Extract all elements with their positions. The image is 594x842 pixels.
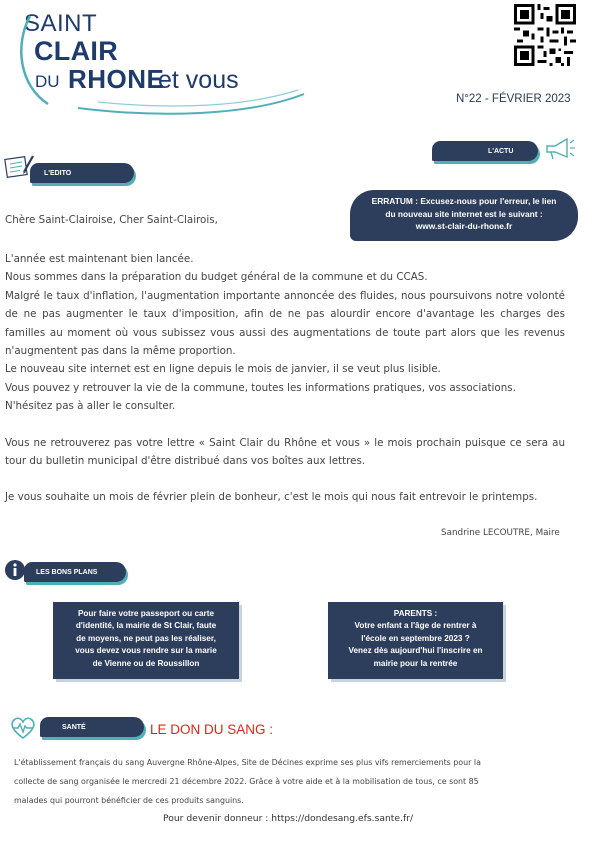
logo-du: DU	[35, 72, 60, 91]
erratum-link[interactable]: www.st-clair-du-rhone.fr	[415, 221, 513, 232]
edito-body	[5, 250, 565, 507]
card-line: Pour faire votre passeport ou carte	[77, 609, 215, 618]
edito-paragraph: Je vous souhaite un mois de février plein de bonheur, c'est le mois qui nous fait entrevoir le printemps.	[5, 491, 538, 504]
card-line: Venez dès aujourd'hui l'inscrire en	[348, 646, 483, 656]
erratum-line-1: ERRATUM : Excusez-nous pour l'erreur, le lien	[371, 196, 557, 206]
erratum-line-2: du nouveau site internet est le suivant :	[385, 208, 543, 219]
card-line: mairie pour la rentrée	[373, 658, 458, 668]
edito-paragraph: Malgré le taux d'inflation, l'augmentation importante annoncée des fluides, nous poursuivons notre volonté de ne pas augmenter le taux d'imposition, afin de ne pas alourdir encore d'avantage les charges des familles au moment où vous subissez vous aussi des augmentations de toute part alors que les revenus n'augmentent pas dans la même proportion.	[5, 289, 565, 358]
sante-title: LE DON DU SANG :	[150, 722, 274, 737]
logo-et-vous: et vous	[158, 66, 239, 94]
card-line: Votre enfant a l'âge de rentrer à	[354, 621, 477, 631]
tab-edito	[30, 163, 134, 183]
info-icon	[4, 559, 26, 581]
megaphone-icon	[543, 136, 577, 162]
edito-greeting: Chère Saint-Clairoise, Cher Saint-Clairois,	[5, 214, 218, 226]
erratum-box	[350, 190, 578, 241]
card-line: vous devez vous rendre sur la marie	[75, 646, 217, 656]
tab-sante	[40, 717, 144, 737]
donor-link[interactable]: Pour devenir donneur : https://dondesang.efs.sante.fr/	[163, 813, 414, 824]
logo-swoosh	[8, 6, 308, 116]
edito-signature: Sandrine LECOUTRE, Maire	[441, 528, 560, 538]
sante-line: malades qui pourront bénéficier de ces produits sanguins.	[14, 796, 244, 805]
logo-saint: SAINT	[24, 10, 98, 37]
edito-paragraph: Nous sommes dans la préparation du budget général de la commune et du CCAS.	[5, 271, 428, 284]
tab-actu-label: L'ACTU	[488, 147, 514, 155]
tab-actu	[432, 141, 538, 161]
sante-text	[14, 753, 584, 810]
edito-paragraph: L'année est maintenant bien lancée.	[5, 253, 194, 265]
card-line: de Vienne ou de Roussillon	[92, 658, 200, 668]
sante-line: collecte de sang organisée le mercredi 21 décembre 2022. Grâce à votre aide et à la mobilisation de tous, ce sont 85	[14, 777, 479, 786]
issue-number: N°22 - FÉVRIER 2023	[456, 93, 571, 105]
tab-edito-label: L'EDITO	[44, 169, 72, 177]
card-line: PARENTS :	[393, 609, 438, 618]
tab-bons-plans	[24, 562, 126, 582]
bon-plan-card-parents	[328, 602, 503, 679]
logo-clair: CLAIR	[34, 36, 118, 66]
card-line: d'identité, la mairie de St Clair, faute	[75, 621, 217, 631]
qr-code	[514, 4, 576, 66]
tab-bons-plans-label: LES BONS PLANS	[36, 568, 98, 576]
edito-paragraph: Vous pouvez y retrouver la vie de la commune, toutes les informations pratiques, vos associations.	[5, 381, 516, 394]
edito-paragraph: N'hésitez pas à aller le consulter.	[5, 400, 176, 413]
card-line: l'école en septembre 2023 ?	[361, 633, 470, 643]
card-line: de moyens, ne peut pas les réaliser,	[76, 633, 216, 643]
edito-paragraph: Vous ne retrouverez pas votre lettre « Saint Clair du Rhône et vous » le mois prochain puisque ce sera au tour du bulletin municipal d'être distribué dans vos boîtes aux lettres.	[5, 436, 565, 468]
logo-rhone: RHONE	[68, 64, 165, 94]
heartbeat-icon	[10, 716, 36, 740]
sante-line: L'établissement français du sang Auvergne Rhône-Alpes, Site de Décines exprime ses plus vifs remerciements pour la	[14, 758, 481, 767]
bon-plan-card-passeport	[53, 602, 239, 679]
edito-paragraph: Le nouveau site internet est en ligne depuis le mois de janvier, il se veut plus lisible.	[5, 363, 441, 376]
tab-sante-label: SANTÉ	[62, 723, 86, 731]
